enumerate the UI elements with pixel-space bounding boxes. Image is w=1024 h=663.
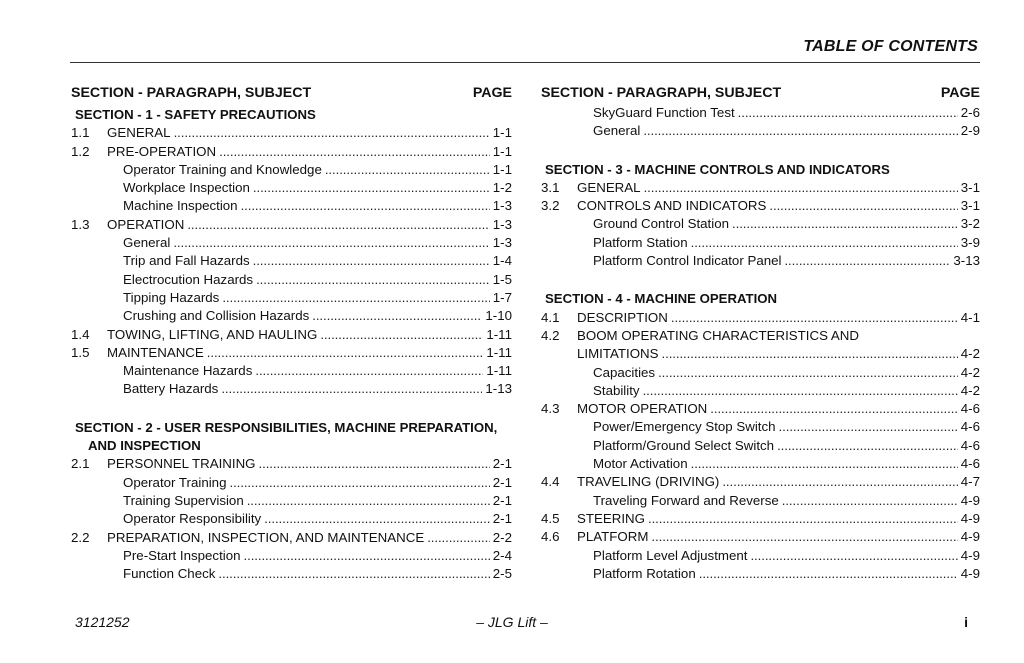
- entry-title: PRE-OPERATION: [107, 143, 217, 159]
- dot-leader: [187, 216, 489, 234]
- dot-leader: [648, 510, 958, 528]
- entry-page: 4-9: [960, 492, 980, 508]
- toc-entry[interactable]: [541, 122, 980, 140]
- section-heading: SECTION - 3 - MACHINE CONTROLS AND INDICATORS: [545, 161, 890, 177]
- entry-title: MOTOR OPERATION: [577, 401, 708, 417]
- dot-leader: [782, 492, 958, 510]
- entry-title: Function Check: [123, 566, 216, 582]
- entry-title: Capacities: [593, 364, 656, 380]
- entry-title: LIMITATIONS: [577, 346, 659, 362]
- toc-entry[interactable]: [541, 345, 980, 363]
- toc-entry[interactable]: [541, 565, 980, 583]
- entry-number: 2.1: [71, 456, 90, 472]
- toc-entry[interactable]: [541, 234, 980, 252]
- entry-title: Power/Emergency Stop Switch: [593, 419, 776, 435]
- section-heading: AND INSPECTION: [88, 438, 201, 454]
- section-heading: SECTION - 4 - MACHINE OPERATION: [545, 291, 778, 307]
- section-gap: [541, 141, 980, 159]
- entry-number: 4.2: [541, 327, 560, 343]
- toc-entry[interactable]: [541, 197, 980, 215]
- toc-entry[interactable]: [541, 547, 980, 565]
- dot-leader: [229, 474, 489, 492]
- toc-right-column: [541, 82, 980, 583]
- dot-leader: [256, 271, 490, 289]
- entry-page: 2-4: [492, 547, 512, 563]
- entry-page: 2-1: [492, 492, 512, 508]
- entry-page: 1-3: [492, 235, 512, 251]
- dot-leader: [651, 528, 957, 546]
- dot-leader: [207, 344, 484, 362]
- entry-title: General: [123, 235, 171, 251]
- entry-title: PLATFORM: [577, 529, 649, 545]
- column-header-page-label: PAGE: [940, 85, 980, 101]
- dot-leader: [777, 437, 958, 455]
- toc-entry[interactable]: [541, 437, 980, 455]
- toc-entry[interactable]: [541, 400, 980, 418]
- entry-page: 3-1: [960, 198, 980, 214]
- entry-page: 2-5: [492, 566, 512, 582]
- dot-leader: [691, 234, 958, 252]
- toc-entry[interactable]: [541, 309, 980, 327]
- entry-title: MAINTENANCE: [107, 344, 204, 360]
- entry-title: Electrocution Hazards: [123, 271, 254, 287]
- toc-entry[interactable]: [71, 492, 512, 510]
- dot-leader: [221, 380, 482, 398]
- section-gap: [541, 270, 980, 288]
- dot-leader: [427, 529, 490, 547]
- entry-title: Operator Responsibility: [123, 511, 262, 527]
- toc-entry[interactable]: [71, 565, 512, 583]
- entry-page: 4-2: [960, 382, 980, 398]
- toc-entry[interactable]: [541, 492, 980, 510]
- entry-title: Operator Training and Knowledge: [123, 161, 322, 177]
- entry-title: Pre-Start Inspection: [123, 547, 241, 563]
- toc-entry[interactable]: [541, 510, 980, 528]
- toc-entry[interactable]: [71, 547, 512, 565]
- entry-title: Platform Level Adjustment: [593, 547, 748, 563]
- column-header-label: SECTION - PARAGRAPH, SUBJECT: [541, 85, 782, 101]
- entry-number: 4.5: [541, 510, 560, 526]
- toc-entry[interactable]: [541, 252, 980, 270]
- dot-leader: [658, 364, 958, 382]
- entry-title: OPERATION: [107, 216, 185, 232]
- entry-title: PREPARATION, INSPECTION, AND MAINTENANCE: [107, 529, 425, 545]
- entry-page: 1-2: [492, 180, 512, 196]
- dot-leader: [253, 252, 490, 270]
- entry-title: Platform/Ground Select Switch: [593, 437, 775, 453]
- entry-page: 1-1: [492, 161, 512, 177]
- toc-entry[interactable]: [71, 289, 512, 307]
- toc-entry[interactable]: [71, 197, 512, 215]
- column-header: [541, 82, 980, 104]
- dot-leader: [732, 215, 958, 233]
- dot-leader: [219, 143, 490, 161]
- entry-title: Platform Rotation: [593, 565, 696, 581]
- entry-page: 3-1: [960, 179, 980, 195]
- dot-leader: [769, 197, 957, 215]
- page-number: i: [964, 614, 968, 630]
- entry-title: Platform Control Indicator Panel: [593, 253, 782, 269]
- entry-number: 2.2: [71, 529, 90, 545]
- entry-page: 3-9: [960, 234, 980, 250]
- entry-page: 2-6: [960, 105, 980, 120]
- toc-entry[interactable]: [71, 510, 512, 528]
- entry-title: DESCRIPTION: [577, 309, 668, 325]
- dot-leader: [644, 179, 958, 197]
- dot-leader: [173, 234, 489, 252]
- entry-page: 1-7: [492, 289, 512, 305]
- dot-leader: [247, 492, 490, 510]
- entry-page: 1-11: [486, 363, 512, 379]
- entry-page: 2-1: [492, 474, 512, 490]
- entry-title: Training Supervision: [123, 492, 244, 508]
- toc-entry-line[interactable]: [541, 327, 980, 345]
- toc-entry[interactable]: [71, 344, 512, 362]
- dot-leader: [784, 252, 950, 270]
- entry-page: 4-9: [960, 529, 980, 545]
- entry-title: SkyGuard Function Test: [593, 105, 735, 120]
- entry-page: 1-13: [485, 381, 512, 397]
- entry-number: 4.1: [541, 309, 560, 325]
- entry-title: CONTROLS AND INDICATORS: [577, 198, 767, 214]
- entry-page: 4-6: [960, 437, 980, 453]
- entry-page: 4-9: [960, 565, 980, 581]
- dot-leader: [710, 400, 958, 418]
- entry-number: 4.3: [541, 401, 560, 417]
- entry-title: Machine Inspection: [123, 198, 238, 214]
- toc-entry[interactable]: [541, 455, 980, 473]
- entry-title: Trip and Fall Hazards: [123, 253, 250, 269]
- entry-page: 4-6: [960, 401, 980, 417]
- entry-title: Platform Station: [593, 234, 688, 250]
- entry-number: 3.2: [541, 198, 560, 214]
- dot-leader: [264, 510, 490, 528]
- dot-leader: [312, 307, 482, 325]
- toc-entry[interactable]: [71, 326, 512, 344]
- entry-page: 2-1: [492, 456, 512, 472]
- dot-leader: [671, 309, 958, 327]
- toc-entry[interactable]: [541, 364, 980, 382]
- entry-number: 3.1: [541, 179, 560, 195]
- dot-leader: [691, 455, 958, 473]
- entry-title: Traveling Forward and Reverse: [593, 492, 779, 508]
- entry-number: 1.3: [71, 216, 90, 232]
- entry-title: Crushing and Collision Hazards: [123, 308, 310, 324]
- entry-title: Operator Training: [123, 474, 227, 490]
- entry-page: 1-4: [492, 253, 512, 269]
- toc-entry[interactable]: [71, 179, 512, 197]
- entry-page: 4-9: [960, 510, 980, 526]
- dot-leader: [255, 362, 483, 380]
- entry-page: 3-13: [953, 253, 980, 269]
- entry-title: Maintenance Hazards: [123, 363, 253, 379]
- entry-page: 4-6: [960, 456, 980, 472]
- column-header: [71, 82, 512, 104]
- toc-entry[interactable]: [71, 234, 512, 252]
- entry-number: 1.2: [71, 143, 90, 159]
- entry-number: 1.1: [71, 125, 90, 141]
- page-title: TABLE OF CONTENTS: [803, 38, 978, 55]
- dot-leader: [320, 326, 483, 344]
- dot-leader: [174, 124, 490, 142]
- section-heading: SECTION - 1 - SAFETY PRECAUTIONS: [75, 107, 316, 122]
- entry-page: 1-11: [486, 344, 512, 360]
- toc-left-column: [71, 82, 512, 583]
- toc-entry[interactable]: [71, 124, 512, 142]
- toc-left-list: [71, 106, 512, 583]
- toc-entry[interactable]: [71, 143, 512, 161]
- entry-title: STEERING: [577, 510, 645, 526]
- toc-entry[interactable]: [71, 307, 512, 325]
- toc-entry[interactable]: [71, 380, 512, 398]
- entry-page: 1-11: [486, 326, 512, 342]
- section-heading: SECTION - 2 - USER RESPONSIBILITIES, MACHINE PREPARATION,: [75, 419, 498, 435]
- dot-leader: [722, 473, 957, 491]
- dot-leader: [222, 289, 489, 307]
- footer-brand: – JLG Lift –: [476, 614, 548, 630]
- dot-leader: [259, 455, 490, 473]
- entry-page: 2-9: [960, 123, 980, 139]
- column-header-page-label: PAGE: [472, 85, 512, 101]
- entry-number: 4.4: [541, 474, 560, 490]
- dot-leader: [699, 565, 958, 583]
- entry-page: 1-1: [492, 143, 512, 159]
- dot-leader: [662, 345, 958, 363]
- toc-right-list: [541, 104, 980, 583]
- entry-title: BOOM OPERATING CHARACTERISTICS AND: [577, 327, 859, 343]
- doc-number: 3121252: [75, 614, 130, 630]
- entry-page: 1-10: [485, 308, 512, 324]
- toc-entry[interactable]: [71, 455, 512, 473]
- entry-title: Tipping Hazards: [123, 289, 220, 305]
- entry-number: 4.6: [541, 529, 560, 545]
- entry-title: TOWING, LIFTING, AND HAULING: [107, 326, 318, 342]
- dot-leader: [244, 547, 490, 565]
- entry-page: 1-3: [492, 216, 512, 232]
- entry-page: 4-2: [960, 364, 980, 380]
- toc-entry[interactable]: [71, 529, 512, 547]
- entry-title: General: [593, 123, 641, 139]
- entry-title: PERSONNEL TRAINING: [107, 456, 256, 472]
- header-rule: [70, 62, 980, 63]
- entry-page: 4-1: [960, 309, 980, 325]
- dot-leader: [779, 418, 958, 436]
- section-gap: [71, 399, 512, 417]
- entry-page: 1-5: [492, 271, 512, 287]
- toc-entry[interactable]: [541, 179, 980, 197]
- entry-page: 4-2: [960, 346, 980, 362]
- dot-leader: [218, 565, 489, 583]
- toc-entry[interactable]: [541, 382, 980, 400]
- entry-page: 4-7: [960, 474, 980, 490]
- entry-title: GENERAL: [577, 179, 641, 195]
- toc-entry[interactable]: [71, 252, 512, 270]
- dot-leader: [253, 179, 490, 197]
- dot-leader: [738, 104, 958, 122]
- toc-entry[interactable]: [541, 528, 980, 546]
- dot-leader: [750, 547, 957, 565]
- entry-page: 4-9: [960, 547, 980, 563]
- toc-entry[interactable]: [71, 271, 512, 289]
- entry-number: 1.4: [71, 326, 90, 342]
- entry-title: TRAVELING (DRIVING): [577, 474, 720, 490]
- entry-page: 1-1: [492, 125, 512, 141]
- toc-entry[interactable]: [541, 418, 980, 436]
- entry-page: 2-1: [492, 511, 512, 527]
- toc-entry[interactable]: [541, 473, 980, 491]
- entry-page: 1-3: [492, 198, 512, 214]
- entry-title: GENERAL: [107, 125, 171, 141]
- entry-title: Motor Activation: [593, 456, 688, 472]
- entry-title: Ground Control Station: [593, 216, 730, 232]
- toc-entry[interactable]: [541, 215, 980, 233]
- column-header-label: SECTION - PARAGRAPH, SUBJECT: [71, 85, 312, 101]
- dot-leader: [325, 161, 490, 179]
- entry-page: 4-6: [960, 419, 980, 435]
- entry-page: 2-2: [492, 529, 512, 545]
- dot-leader: [241, 197, 490, 215]
- toc-entry[interactable]: [71, 161, 512, 179]
- entry-title: Workplace Inspection: [123, 180, 250, 196]
- entry-number: 1.5: [71, 344, 90, 360]
- dot-leader: [643, 382, 958, 400]
- entry-title: Battery Hazards: [123, 381, 219, 397]
- toc-entry[interactable]: [71, 216, 512, 234]
- toc-entry[interactable]: [541, 104, 980, 122]
- dot-leader: [643, 122, 957, 140]
- toc-entry[interactable]: [71, 362, 512, 380]
- entry-page: 3-2: [960, 216, 980, 232]
- toc-entry[interactable]: [71, 474, 512, 492]
- entry-title: Stability: [593, 382, 640, 398]
